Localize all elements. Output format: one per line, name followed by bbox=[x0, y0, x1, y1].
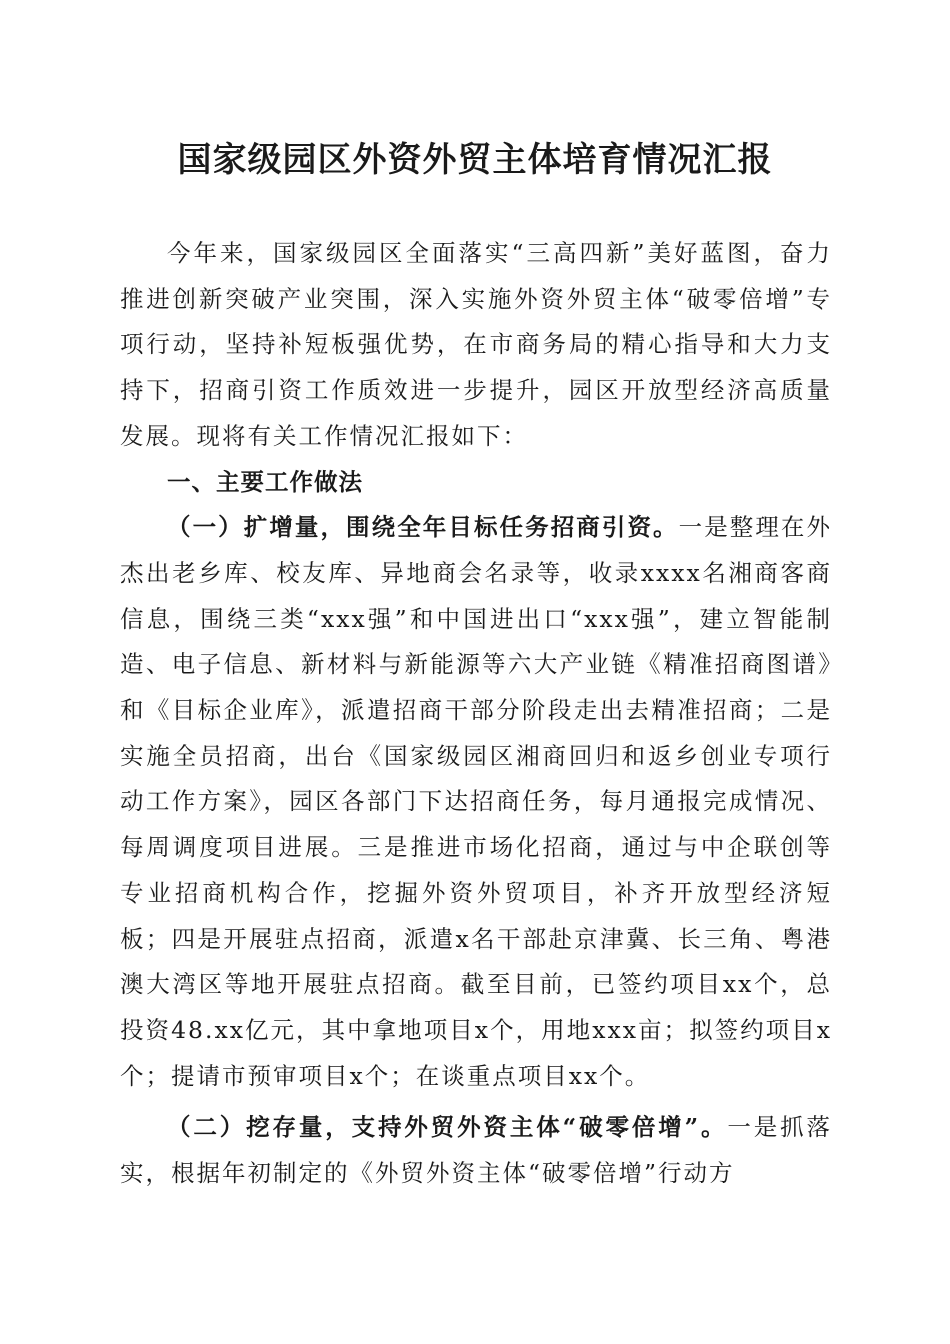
subsection-paragraph-dig-stock bbox=[120, 1105, 832, 1196]
subsection-text: 一是抓落实，根据年初制定的《外贸外资主体“破零倍增”行动方 bbox=[120, 1113, 832, 1188]
subsection-lead: （二）挖存量，支持外贸外资主体“破零倍增”。 bbox=[167, 1113, 728, 1142]
intro-paragraph: 今年来，国家级园区全面落实“三高四新”美好蓝图，奋力推进创新突破产业突围，深入实施外资外贸主体“破零倍增”专项行动，坚持补短板强优势，在市商务局的精心指导和大力支持下，招商引资工作质效进一步提升，园区开放型经济高质量发展。现将有关工作情况汇报如下： bbox=[120, 239, 832, 450]
subsection-lead: （一）扩增量，围绕全年目标任务招商引资。 bbox=[167, 513, 679, 542]
document-title: 国家级园区外资外贸主体培育情况汇报 bbox=[177, 140, 773, 180]
subsection-text: 一是整理在外杰出老乡库、校友库、异地商会名录等，收录xxxx名湘商客商信息，围绕三类“xxx强”和中国进出口“xxx强”，建立智能制造、电子信息、新材料与新能源等六大产业链《精准招商图谱》和《目标企业库》，派遣招商干部分阶段走出去精准招商；二是实施全员招商，出台《国家级园区湘商回归和返乡创业专项行动工作方案》，园区各部门下达招商任务，每月通报完成情况、每周调度项目进展。三是推进市场化招商，通过与中企联创等专业招商机构合作，挖掘外资外贸项目，补齐开放型经济短板；四是开展驻点招商，派遣x名干部赴京津冀、长三角、粤港澳大湾区等地开展驻点招商。截至目前，已签约项目xx个，总投资48.xx亿元，其中拿地项目x个，用地xxx亩；拟签约项目x个；提请市预审项目x个；在谈重点项目xx个。 bbox=[120, 513, 833, 1090]
section-heading-main-work: 一、主要工作做法 bbox=[167, 467, 363, 496]
subsection-paragraph-expand-increment bbox=[120, 505, 832, 1099]
document-body bbox=[120, 231, 832, 1197]
